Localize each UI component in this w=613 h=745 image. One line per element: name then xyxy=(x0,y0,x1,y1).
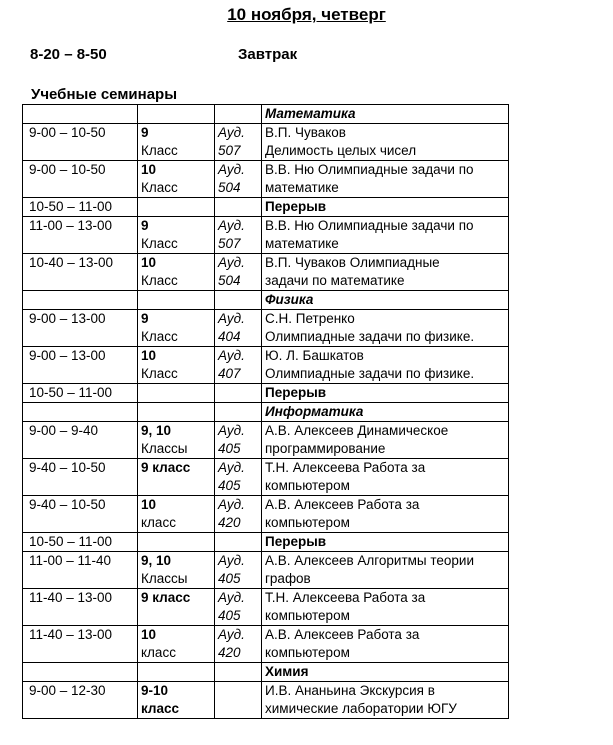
time-cell: 10-40 – 13-00 xyxy=(23,254,138,291)
description-cell xyxy=(262,422,509,459)
time-cell: 11-00 – 11-40 xyxy=(23,552,138,589)
cell-line: И.В. Ананьина Экскурсия в xyxy=(265,683,435,698)
breakfast-time: 8-20 – 8-50 xyxy=(30,46,107,63)
time-cell: 11-40 – 13-00 xyxy=(23,589,138,626)
page-title: 10 ноября, четверг xyxy=(227,5,386,24)
cell-line: Классы xyxy=(141,571,188,586)
cell-line: Т.Н. Алексеева Работа за xyxy=(265,590,426,605)
grade-cell xyxy=(138,310,215,347)
cell-line: 420 xyxy=(218,515,241,530)
grade-cell xyxy=(138,403,215,422)
time-cell: 10-50 – 11-00 xyxy=(23,533,138,552)
cell-line: Т.Н. Алексеева Работа за xyxy=(265,460,426,475)
schedule-body xyxy=(23,105,509,719)
cell-line: класс xyxy=(141,701,180,716)
cell-line: Класс xyxy=(141,180,178,195)
cell-line: А.В. Алексеев Алгоритмы теории xyxy=(265,553,475,568)
time-cell xyxy=(23,291,138,310)
cell-line: Ауд. xyxy=(218,553,245,568)
cell-line: 9 xyxy=(141,218,149,233)
grade-cell xyxy=(138,161,215,198)
cell-line: А.В. Алексеев Работа за xyxy=(265,497,420,512)
cell-line: математике xyxy=(265,180,339,195)
section-row xyxy=(23,403,509,422)
grade-cell xyxy=(138,384,215,403)
cell-line: Ауд. xyxy=(218,627,245,642)
break-label: Перерыв xyxy=(262,384,509,403)
cell-line: Ю. Л. Башкатов xyxy=(265,348,364,363)
table-row xyxy=(23,496,509,533)
cell-line: 507 xyxy=(218,236,241,251)
cell-line: программирование xyxy=(265,441,386,456)
table-row xyxy=(23,347,509,384)
table-row xyxy=(23,124,509,161)
room-cell xyxy=(215,663,262,682)
time-cell: 9-40 – 10-50 xyxy=(23,496,138,533)
break-label: Перерыв xyxy=(262,198,509,217)
cell-line: 10 xyxy=(141,255,157,270)
cell-line: 10 xyxy=(141,162,157,177)
description-cell xyxy=(262,124,509,161)
cell-line: Класс xyxy=(141,366,178,381)
cell-line: задачи по математике xyxy=(265,273,405,288)
cell-line: 405 xyxy=(218,478,241,493)
time-cell: 11-00 – 13-00 xyxy=(23,217,138,254)
grade-cell xyxy=(138,124,215,161)
break-row xyxy=(23,533,509,552)
cell-line: 407 xyxy=(218,366,241,381)
room-cell xyxy=(215,626,262,663)
room-cell xyxy=(215,589,262,626)
break-row xyxy=(23,198,509,217)
cell-line: Ауд. xyxy=(218,348,245,363)
cell-line: класс xyxy=(141,645,176,660)
cell-line: Ауд. xyxy=(218,311,245,326)
cell-line: 10 xyxy=(141,497,157,512)
time-cell: 9-00 – 10-50 xyxy=(23,124,138,161)
time-cell: 9-40 – 10-50 xyxy=(23,459,138,496)
room-cell xyxy=(215,254,262,291)
room-cell xyxy=(215,459,262,496)
time-cell xyxy=(23,403,138,422)
section-name: Математика xyxy=(262,105,509,124)
cell-line: С.Н. Петренко xyxy=(265,311,355,326)
time-cell: 9-00 – 10-50 xyxy=(23,161,138,198)
table-row xyxy=(23,626,509,663)
breakfast-label: Завтрак xyxy=(238,46,298,63)
cell-line: Олимпиадные задачи по физике. xyxy=(265,329,475,344)
grade-cell xyxy=(138,105,215,124)
section-name: Химия xyxy=(262,663,509,682)
description-cell xyxy=(262,217,509,254)
cell-line: Ауд. xyxy=(218,125,245,140)
cell-line: В.П. Чуваков Олимпиадные xyxy=(265,255,440,270)
cell-line: 507 xyxy=(218,143,241,158)
seminars-title: Учебные семинары xyxy=(31,86,178,103)
room-cell xyxy=(215,124,262,161)
cell-line: 10 xyxy=(141,627,157,642)
grade-cell xyxy=(138,626,215,663)
cell-line: 405 xyxy=(218,571,241,586)
cell-line: 10 xyxy=(141,348,157,363)
description-cell xyxy=(262,161,509,198)
table-row xyxy=(23,682,509,719)
table-row xyxy=(23,161,509,198)
cell-line: Ауд. xyxy=(218,218,245,233)
schedule-table xyxy=(22,104,509,719)
room-cell xyxy=(215,310,262,347)
cell-line: 404 xyxy=(218,329,241,344)
cell-line: компьютером xyxy=(265,478,350,493)
grade-cell xyxy=(138,198,215,217)
room-cell xyxy=(215,533,262,552)
cell-line: 9, 10 xyxy=(141,553,172,568)
time-cell xyxy=(23,663,138,682)
description-cell xyxy=(262,552,509,589)
time-cell: 10-50 – 11-00 xyxy=(23,198,138,217)
time-cell xyxy=(23,105,138,124)
time-cell: 9-00 – 9-40 xyxy=(23,422,138,459)
cell-line: Класс xyxy=(141,273,178,288)
description-cell xyxy=(262,254,509,291)
cell-line: Класс xyxy=(141,236,178,251)
room-cell xyxy=(215,347,262,384)
cell-line: компьютером xyxy=(265,608,350,623)
room-cell xyxy=(215,105,262,124)
cell-line: 9-10 xyxy=(141,683,169,698)
description-cell xyxy=(262,310,509,347)
cell-line: В.В. Ню Олимпиадные задачи по xyxy=(265,218,474,233)
cell-line: Ауд. xyxy=(218,590,245,605)
cell-line: 420 xyxy=(218,645,241,660)
cell-line: Ауд. xyxy=(218,162,245,177)
table-row xyxy=(23,422,509,459)
table-row xyxy=(23,310,509,347)
description-cell xyxy=(262,496,509,533)
section-name: Физика xyxy=(262,291,509,310)
grade-cell xyxy=(138,347,215,384)
cell-line: Класс xyxy=(141,329,178,344)
room-cell xyxy=(215,198,262,217)
cell-line: 504 xyxy=(218,180,241,195)
grade-cell xyxy=(138,291,215,310)
description-cell xyxy=(262,682,509,719)
grade-cell xyxy=(138,552,215,589)
grade-cell xyxy=(138,663,215,682)
description-cell xyxy=(262,347,509,384)
grade-cell xyxy=(138,533,215,552)
grade-cell xyxy=(138,589,215,626)
room-cell xyxy=(215,161,262,198)
grade-cell xyxy=(138,459,215,496)
cell-line: А.В. Алексеев Работа за xyxy=(265,627,420,642)
description-cell xyxy=(262,626,509,663)
cell-line: 405 xyxy=(218,441,241,456)
room-cell xyxy=(215,384,262,403)
cell-line: класс xyxy=(141,515,176,530)
cell-line: Олимпиадные задачи по физике. xyxy=(265,366,475,381)
room-cell xyxy=(215,422,262,459)
room-cell xyxy=(215,403,262,422)
grade-cell xyxy=(138,496,215,533)
cell-line: Ауд. xyxy=(218,255,245,270)
cell-line: Классы xyxy=(141,441,188,456)
cell-line: компьютером xyxy=(265,515,350,530)
break-label: Перерыв xyxy=(262,533,509,552)
cell-line: Ауд. xyxy=(218,423,245,438)
time-cell: 10-50 – 11-00 xyxy=(23,384,138,403)
cell-line: 504 xyxy=(218,273,241,288)
cell-line: 405 xyxy=(218,608,241,623)
description-cell xyxy=(262,589,509,626)
table-row xyxy=(23,217,509,254)
section-row xyxy=(23,663,509,682)
cell-line: Делимость целых чисел xyxy=(265,143,417,158)
cell-line: математике xyxy=(265,236,339,251)
time-cell: 9-00 – 13-00 xyxy=(23,310,138,347)
section-row xyxy=(23,105,509,124)
cell-line: 9 xyxy=(141,311,149,326)
cell-line: компьютером xyxy=(265,645,350,660)
grade-cell xyxy=(138,422,215,459)
cell-line: графов xyxy=(265,571,311,586)
cell-line: 9 xyxy=(141,125,149,140)
cell-line: Класс xyxy=(141,143,178,158)
section-name: Информатика xyxy=(262,403,509,422)
cell-line: Ауд. xyxy=(218,497,245,512)
cell-line: В.П. Чуваков xyxy=(265,125,346,140)
time-cell: 9-00 – 13-00 xyxy=(23,347,138,384)
cell-line: 9, 10 xyxy=(141,423,172,438)
cell-line: 9 класс xyxy=(141,590,191,605)
table-row xyxy=(23,459,509,496)
cell-line: Ауд. xyxy=(218,460,245,475)
cell-line: 9 класс xyxy=(141,460,191,475)
grade-cell xyxy=(138,217,215,254)
grade-cell xyxy=(138,682,215,719)
description-cell xyxy=(262,459,509,496)
section-row xyxy=(23,291,509,310)
cell-line: А.В. Алексеев Динамическое xyxy=(265,423,449,438)
cell-line: В.В. Ню Олимпиадные задачи по xyxy=(265,162,474,177)
break-row xyxy=(23,384,509,403)
time-cell: 11-40 – 13-00 xyxy=(23,626,138,663)
table-row xyxy=(23,552,509,589)
table-row xyxy=(23,589,509,626)
time-cell: 9-00 – 12-30 xyxy=(23,682,138,719)
room-cell xyxy=(215,217,262,254)
cell-line: химические лаборатории ЮГУ xyxy=(265,701,457,716)
grade-cell xyxy=(138,254,215,291)
room-cell xyxy=(215,496,262,533)
room-cell xyxy=(215,291,262,310)
table-row xyxy=(23,254,509,291)
room-cell xyxy=(215,682,262,719)
room-cell xyxy=(215,552,262,589)
